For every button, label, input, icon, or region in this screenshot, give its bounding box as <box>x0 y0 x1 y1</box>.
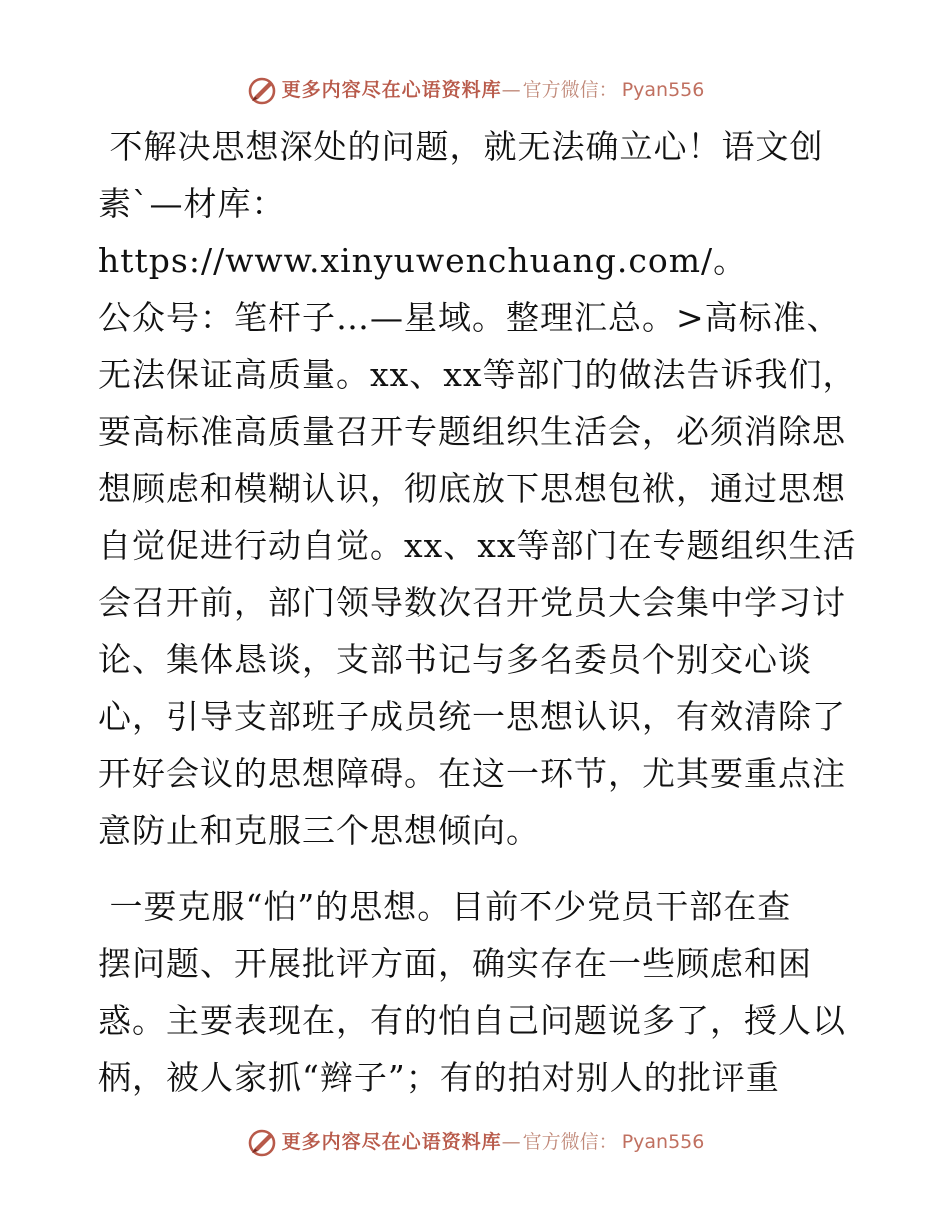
document-body <box>98 118 868 1106</box>
wechat-id: Pyan556 <box>621 79 705 101</box>
brush-pen-icon <box>246 74 278 106</box>
banner-separator: — <box>501 79 521 101</box>
banner-title: 更多内容尽在心语资料库 <box>281 79 502 101</box>
paragraph-1: 不解决思想深处的问题，就无法确立心！语文创 素`—材库：https://www.xinyuwenchuang.com/。 公众号：笔杆子…—星域。整理汇总。>高标准、 无法保证高质量。xx、xx等部门的做法告诉我们， 要高标准高质量召开专题组织生活会，必须消除思 想顾虑和模糊认识，彻底放下思想包袱，通过思想 自觉促进行动自觉。xx、xx等部门在专题组织生活 会召开前，部门领导数次召开党员大会集中学习讨 论、集体恳谈，支部书记与多名委员个别交心谈 心，引导支部班子成员统一思想认识，有效清除了 开好会议的思想障碍。在这一环节，尤其要重点注 意防止和克服三个思想倾向。 <box>98 127 857 850</box>
wechat-id: Pyan556 <box>621 1131 705 1153</box>
brush-pen-icon <box>246 1126 278 1158</box>
wechat-label: 官方微信： <box>522 1131 618 1153</box>
wechat-label: 官方微信： <box>522 79 618 101</box>
header-banner <box>0 74 950 106</box>
paragraph-2: 一要克服“怕”的思想。目前不少党员干部在查 摆问题、开展批评方面，确实存在一些顾虑和困 惑。主要表现在，有的怕自己问题说多了，授人以 柄，被人家抓“辫子”；有的拍对别人的批评重 <box>98 887 846 1097</box>
banner-title: 更多内容尽在心语资料库 <box>281 1131 502 1153</box>
banner-separator: — <box>501 1131 521 1153</box>
footer-banner <box>0 1126 950 1158</box>
